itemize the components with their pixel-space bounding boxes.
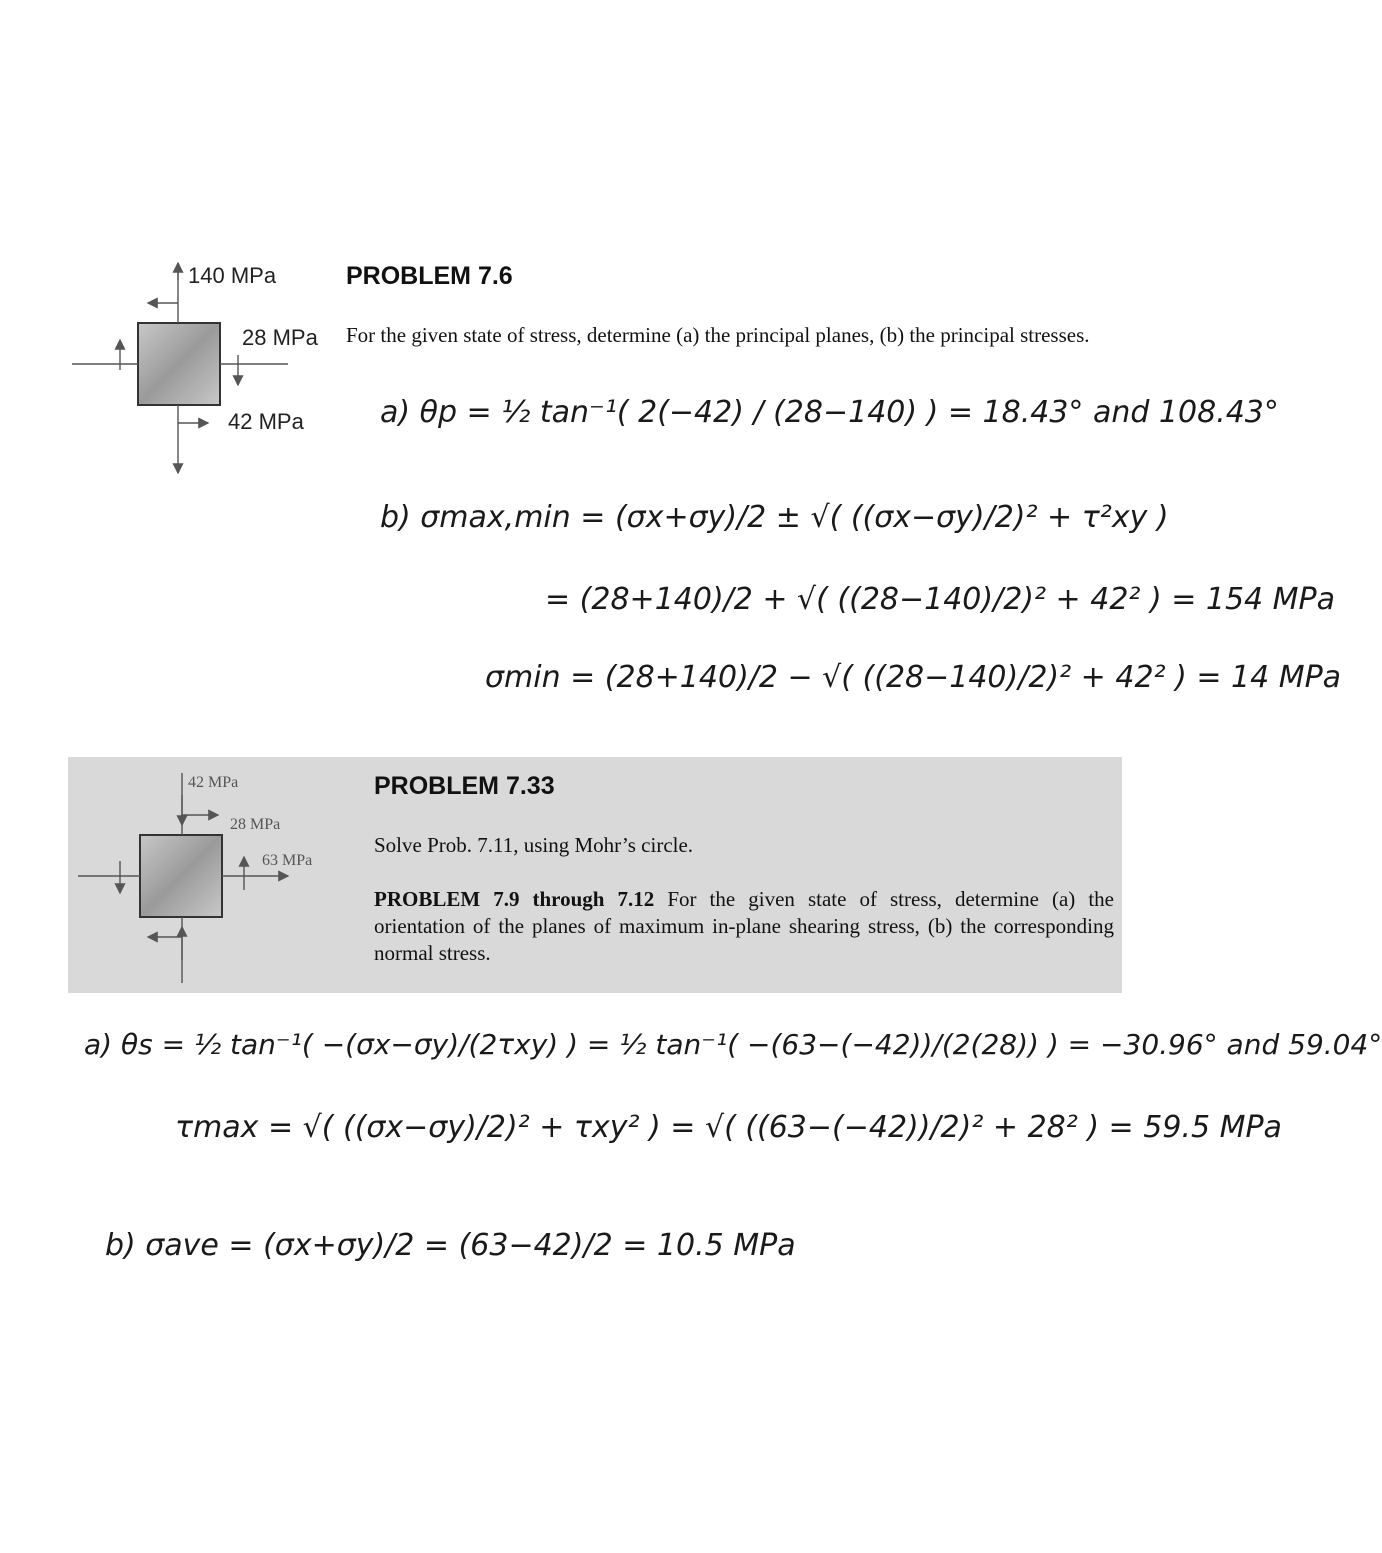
label-140-mpa: 140 MPa: [188, 263, 277, 288]
solution-7-6-a: a) θp = ½ tan⁻¹( 2(−42) / (28−140) ) = 18.43° and 108.43°: [380, 395, 1279, 430]
problem-7-9-text: [374, 886, 1114, 967]
solution-7-33-a1: a) θs = ½ tan⁻¹( −(σx−σy)/(2τxy) ) = ½ tan⁻¹( −(63−(−42))/(2(28)) ) = −30.96° and 59.04°: [84, 1028, 1382, 1061]
solution-7-6-b1: b) σmax,min = (σx+σy)/2 ± √( ((σx−σy)/2)² + τ²xy ): [380, 500, 1169, 535]
label-28-mpa-733: 28 MPa: [230, 816, 281, 833]
problem-7-33-title: PROBLEM 7.33: [374, 772, 555, 800]
problem-7-33-text1: Solve Prob. 7.11, using Mohr’s circle.: [374, 833, 694, 857]
stress-element-diagram-7-33: [68, 765, 358, 990]
label-42-mpa-733: 42 MPa: [188, 774, 239, 791]
label-28-mpa: 28 MPa: [242, 325, 318, 350]
solution-7-33-a2: τmax = √( ((σx−σy)/2)² + τxy² ) = √( ((63−(−42))/2)² + 28² ) = 59.5 MPa: [175, 1110, 1282, 1145]
problem-7-6-text: For the given state of stress, determine (a) the principal planes, (b) the principal stresses.: [346, 323, 1090, 347]
problem-7-9-heading: PROBLEM 7.9 through 7.12: [374, 887, 655, 911]
solution-7-6-b2: = (28+140)/2 + √( ((28−140)/2)² + 42² ) = 154 MPa: [545, 582, 1336, 617]
solution-7-6-b3: σmin = (28+140)/2 − √( ((28−140)/2)² + 42² ) = 14 MPa: [485, 660, 1342, 695]
solution-7-33-b: b) σave = (σx+σy)/2 = (63−42)/2 = 10.5 MPa: [105, 1228, 796, 1263]
problem-7-6-title: PROBLEM 7.6: [346, 262, 513, 290]
label-63-mpa-733: 63 MPa: [262, 852, 313, 869]
stress-element-diagram-7-6: [60, 255, 350, 485]
label-42-mpa: 42 MPa: [228, 409, 304, 434]
problem-7-9-body: For the given state of stress, determine (a) the orientation of the planes of maximum in-plane shearing stress, (b) the corresponding normal stress.: [374, 887, 1114, 965]
